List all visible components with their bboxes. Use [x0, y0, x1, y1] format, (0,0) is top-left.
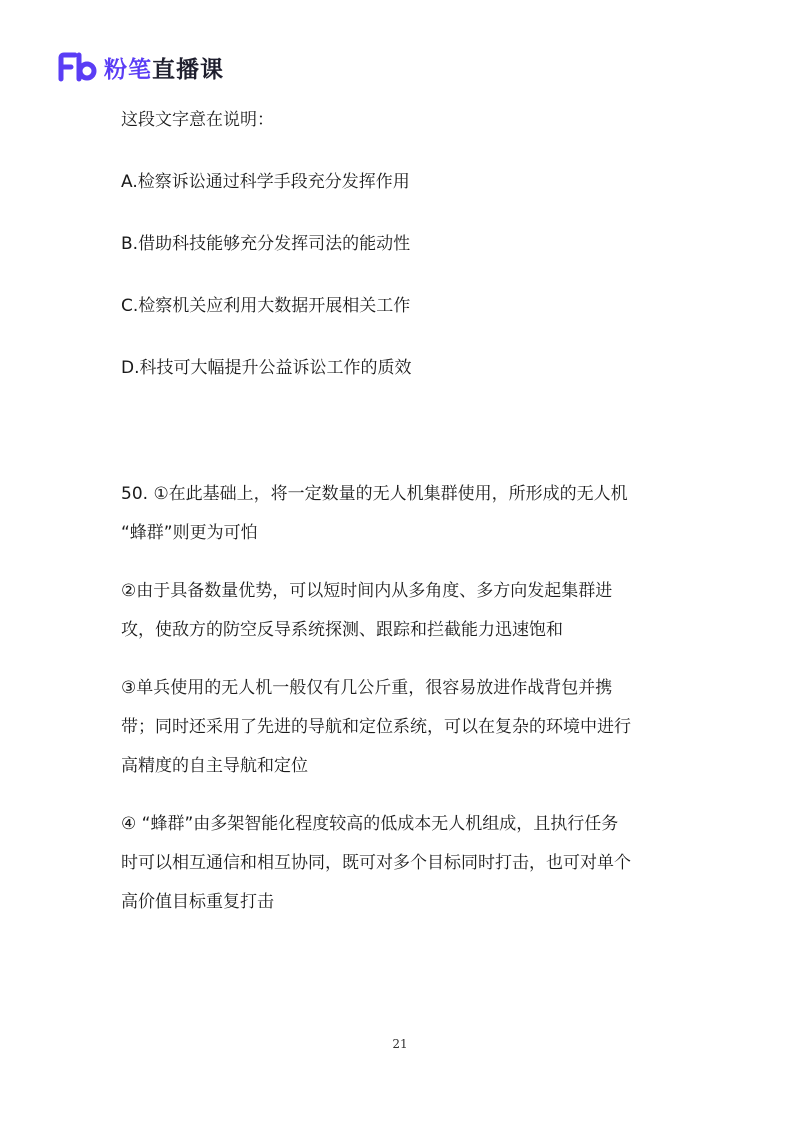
page-number: 21: [392, 1037, 408, 1051]
fb-logo-icon: [58, 52, 98, 82]
q50-para1-line2: “蜂群”则更为可怕: [121, 523, 258, 543]
q50-para1-line1: 50. ①在此基础上，将一定数量的无人机集群使用，所形成的无人机: [121, 484, 628, 504]
q50-para3-line3: 高精度的自主导航和定位: [121, 756, 308, 776]
q50-para2-line2: 攻，使敌方的防空反导系统探测、跟踪和拦截能力迅速饱和: [121, 620, 563, 640]
q50-para2-line1: ②由于具备数量优势，可以短时间内从多角度、多方向发起集群进: [121, 581, 613, 601]
option-b: B.借助科技能够充分发挥司法的能动性: [121, 234, 411, 254]
document-body: [121, 98, 681, 914]
q50-para3-line1: ③单兵使用的无人机一般仅有几公斤重，很容易放进作战背包并携: [121, 678, 613, 698]
brand-name: [104, 51, 224, 84]
question-stem: 这段文字意在说明：: [121, 110, 274, 130]
q50-para4-line2: 时可以相互通信和相互协同，既可对多个目标同时打击，也可对单个: [121, 853, 631, 873]
q50-para4-line1: ④ “蜂群”由多架智能化程度较高的低成本无人机组成，且执行任务: [121, 814, 619, 834]
brand-rest-text: 直播课: [152, 56, 224, 83]
brand-accent-text: 粉笔: [104, 56, 152, 83]
page-header: [58, 50, 224, 84]
option-c: C.检察机关应利用大数据开展相关工作: [121, 296, 411, 316]
option-d: D.科技可大幅提升公益诉讼工作的质效: [121, 358, 412, 378]
q50-para3-line2: 带；同时还采用了先进的导航和定位系统，可以在复杂的环境中进行: [121, 717, 631, 737]
q50-para4-line3: 高价值目标重复打击: [121, 892, 274, 912]
option-a: A.检察诉讼通过科学手段充分发挥作用: [121, 172, 410, 192]
